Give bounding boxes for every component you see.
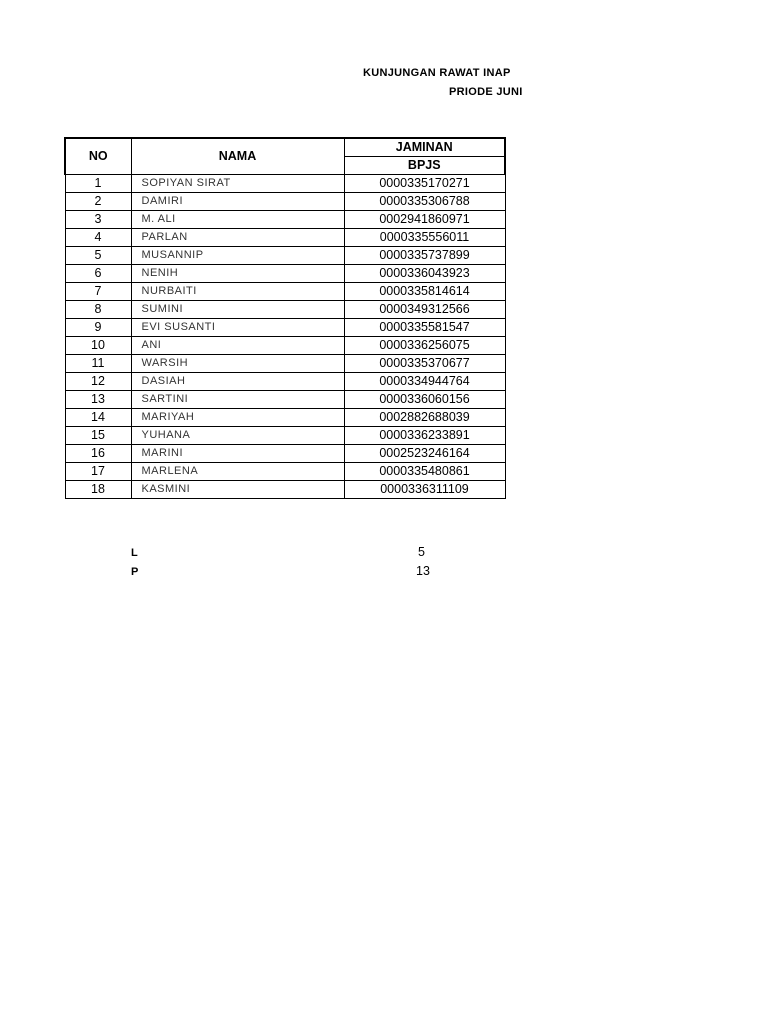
table-row — [65, 301, 505, 319]
table-row — [65, 193, 505, 211]
row-bpjs: 0000335814614 — [344, 283, 505, 301]
table-row — [65, 175, 505, 193]
row-bpjs: 0000335306788 — [344, 193, 505, 211]
row-bpjs: 0000335581547 — [344, 319, 505, 337]
row-nama: M. ALI — [131, 211, 344, 229]
header-no: NO — [65, 138, 131, 175]
row-no: 15 — [65, 427, 131, 445]
row-bpjs: 0000335170271 — [344, 175, 505, 193]
table-row — [65, 373, 505, 391]
row-no: 4 — [65, 229, 131, 247]
row-nama: SARTINI — [131, 391, 344, 409]
row-nama: NENIH — [131, 265, 344, 283]
table-row — [65, 247, 505, 265]
row-bpjs: 0000335556011 — [344, 229, 505, 247]
row-nama: MARLENA — [131, 463, 344, 481]
row-no: 2 — [65, 193, 131, 211]
row-bpjs: 0000335480861 — [344, 463, 505, 481]
header-bpjs: BPJS — [344, 157, 505, 175]
table-row — [65, 229, 505, 247]
header-jaminan: JAMINAN — [344, 138, 505, 157]
row-nama: MARINI — [131, 445, 344, 463]
table-row — [65, 337, 505, 355]
row-nama: DASIAH — [131, 373, 344, 391]
row-nama: ANI — [131, 337, 344, 355]
row-no: 10 — [65, 337, 131, 355]
table-row — [65, 481, 505, 499]
row-no: 18 — [65, 481, 131, 499]
table-row — [65, 409, 505, 427]
row-bpjs: 0000336256075 — [344, 337, 505, 355]
row-bpjs: 0002882688039 — [344, 409, 505, 427]
row-bpjs: 0000334944764 — [344, 373, 505, 391]
row-nama: KASMINI — [131, 481, 344, 499]
table-row — [65, 445, 505, 463]
row-nama: YUHANA — [131, 427, 344, 445]
row-no: 14 — [65, 409, 131, 427]
row-bpjs: 0000349312566 — [344, 301, 505, 319]
row-nama: WARSIH — [131, 355, 344, 373]
row-bpjs: 0002523246164 — [344, 445, 505, 463]
report-title — [0, 0, 523, 110]
table-row — [65, 283, 505, 301]
table-row — [65, 427, 505, 445]
row-bpjs: 0000336233891 — [344, 427, 505, 445]
row-nama: SOPIYAN SIRAT — [131, 175, 344, 193]
table-row — [65, 211, 505, 229]
row-bpjs: 0000336311109 — [344, 481, 505, 499]
row-nama: DAMIRI — [131, 193, 344, 211]
summary-female-label: P — [131, 566, 139, 578]
row-nama: NURBAITI — [131, 283, 344, 301]
row-no: 6 — [65, 265, 131, 283]
row-no: 17 — [65, 463, 131, 481]
row-bpjs: 0000335370677 — [344, 355, 505, 373]
table-body — [65, 175, 505, 499]
summary-female-count: 13 — [416, 564, 430, 578]
table-row — [65, 319, 505, 337]
row-nama: MUSANNIP — [131, 247, 344, 265]
summary-male-count: 5 — [418, 545, 425, 559]
row-nama: SUMINI — [131, 301, 344, 319]
row-no: 7 — [65, 283, 131, 301]
title-line-2: PRIODE JUNI — [449, 86, 523, 98]
row-no: 3 — [65, 211, 131, 229]
table-row — [65, 265, 505, 283]
row-no: 16 — [65, 445, 131, 463]
row-no: 12 — [65, 373, 131, 391]
row-nama: MARIYAH — [131, 409, 344, 427]
table-row — [65, 355, 505, 373]
patient-table — [64, 137, 506, 499]
row-no: 8 — [65, 301, 131, 319]
row-bpjs: 0000336060156 — [344, 391, 505, 409]
table-row — [65, 391, 505, 409]
row-bpjs: 0000336043923 — [344, 265, 505, 283]
summary-male-label: L — [131, 547, 138, 559]
header-nama: NAMA — [131, 138, 344, 175]
row-nama: PARLAN — [131, 229, 344, 247]
row-bpjs: 0000335737899 — [344, 247, 505, 265]
row-nama: EVI SUSANTI — [131, 319, 344, 337]
row-no: 1 — [65, 175, 131, 193]
table-row — [65, 463, 505, 481]
row-no: 11 — [65, 355, 131, 373]
row-no: 5 — [65, 247, 131, 265]
row-bpjs: 0002941860971 — [344, 211, 505, 229]
row-no: 13 — [65, 391, 131, 409]
row-no: 9 — [65, 319, 131, 337]
title-line-1: KUNJUNGAN RAWAT INAP — [363, 67, 511, 79]
